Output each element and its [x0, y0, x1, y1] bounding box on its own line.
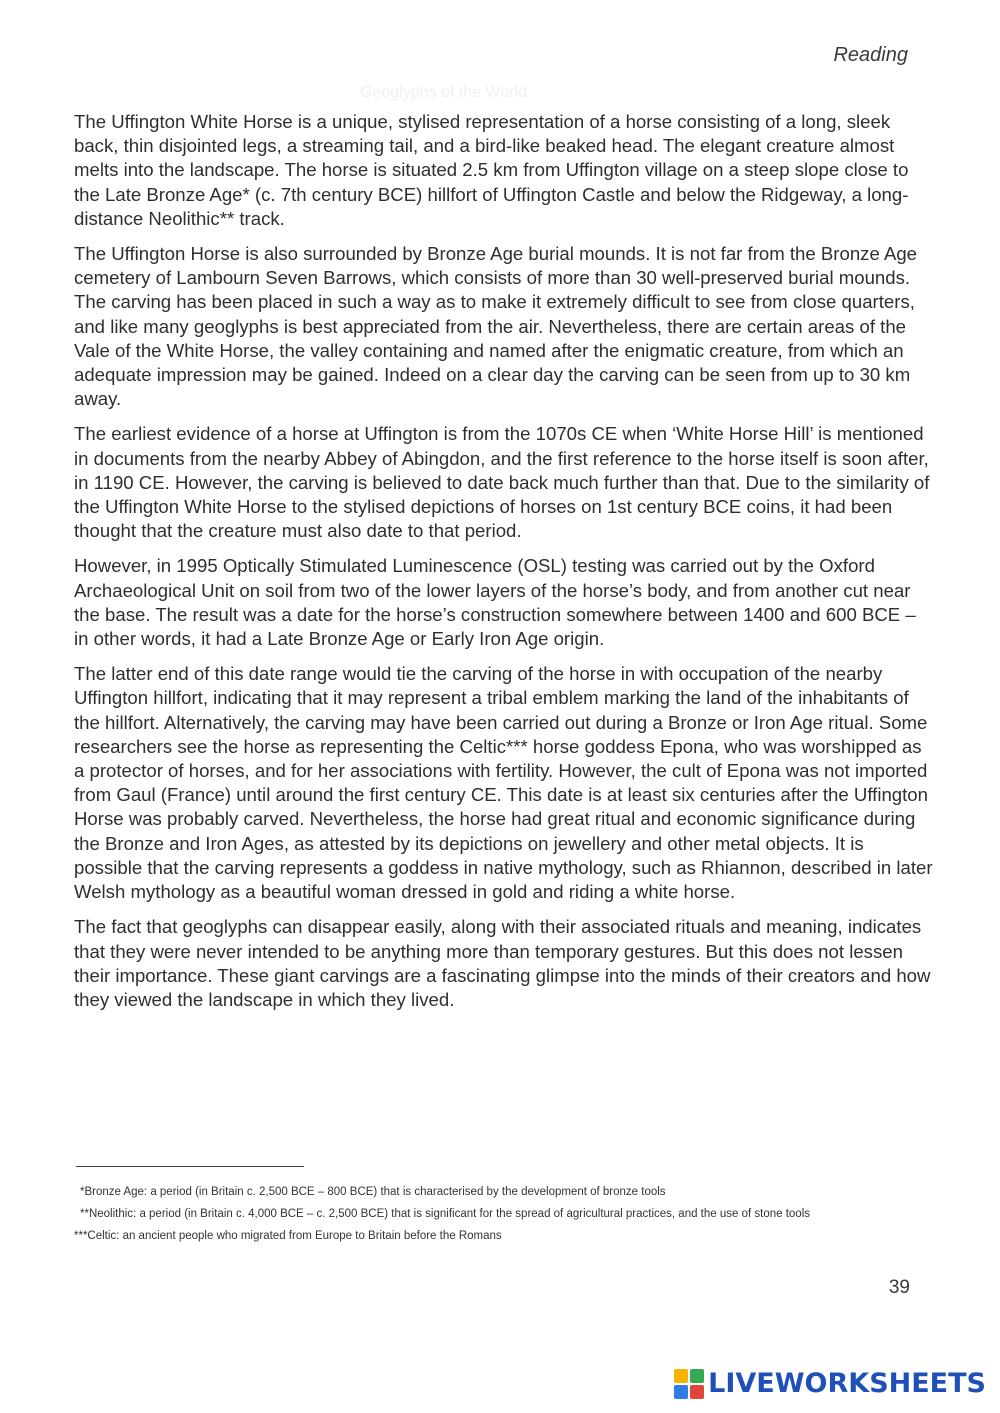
article-body — [74, 110, 934, 1023]
section-header: Reading — [833, 44, 908, 66]
paragraph-1: The Uffington White Horse is a unique, stylised representation of a horse consisting of a long, sleek back, thin disjointed legs, a streaming tail, and a bird-like beaked head. The elegant creature almost melts into the landscape. The horse is situated 2.5 km from Uffington village on a steep slope close to the Late Bronze Age* (c. 7th century BCE) hillfort of Uffington Castle and below the Ridgeway, a long-distance Neolithic** track. — [74, 111, 909, 229]
brand-name: LIVEWORKSHEETS — [708, 1368, 986, 1399]
liveworksheets-logo-icon — [674, 1369, 704, 1399]
liveworksheets-brand[interactable] — [674, 1368, 986, 1399]
paragraph-6: The fact that geoglyphs can disappear easily, along with their associated rituals and meaning, indicates that they were never intended to be anything more than temporary gestures. But this does not lessen their importance. These giant carvings are a fascinating glimpse into the minds of their creators and how they viewed the landscape in which they lived. — [74, 916, 931, 1010]
paragraph-3: The earliest evidence of a horse at Uffington is from the 1070s CE when ‘White Horse Hill’ is mentioned in documents from the nearby Abbey of Abingdon, and the first reference to the horse itself is soon after, in 1190 CE. However, the carving is believed to date back much further than that. Due to the similarity of the Uffington White Horse to the stylised depictions of horses on 1st century BCE coins, it had been thought that the creature must also date to that period. — [74, 423, 930, 542]
faint-page-title: Geoglyphs of the World — [360, 84, 527, 101]
paragraph-5: The latter end of this date range would tie the carving of the horse in with occupation of the nearby Uffington hillfort, indicating that it may represent a tribal emblem marking the land of the inhabitants of the hillfort. Alternatively, the carving may have been carried out during a Bronze or Iron Age ritual. Some researchers see the horse as representing the Celtic*** horse goddess Epona, who was worshipped as a protector of horses, and for her associations with fertility. However, the cult of Epona was not imported from Gaul (France) until around the first century CE. This date is at least six centuries after the Uffington Horse was probably carved. Nevertheless, the horse had great ritual and economic significance during the Bronze and Iron Ages, as attested by its depictions on jewellery and other metal objects. It is possible that the carving represents a goddess in native mythology, such as Rhiannon, described in later Welsh mythology as a beautiful woman dressed in gold and riding a white horse. — [74, 663, 933, 903]
footnote-bronze-age: *Bronze Age: a period (in Britain c. 2,500 BCE – 800 BCE) that is characterised by the development of bronze tools — [80, 1186, 666, 1198]
paragraph-4: However, in 1995 Optically Stimulated Luminescence (OSL) testing was carried out by the Oxford Archaeological Unit on soil from two of the lower layers of the horse’s body, and from another cut near the base. The result was a date for the horse’s construction somewhere between 1400 and 600 BCE – in other words, it had a Late Bronze Age or Early Iron Age origin. — [74, 555, 916, 650]
footnote-celtic: ***Celtic: an ancient people who migrated from Europe to Britain before the Romans — [74, 1230, 502, 1242]
paragraph-2: The Uffington Horse is also surrounded by Bronze Age burial mounds. It is not far from the Bronze Age cemetery of Lambourn Seven Barrows, which consists of more than 30 well-preserved burial mounds. The carving has been placed in such a way as to make it extremely difficult to see from close quarters, and like many geoglyphs is best appreciated from the air. Nevertheless, there are certain areas of the Vale of the White Horse, the valley containing and named after the enigmatic creature, from which an adequate impression may be gained. Indeed on a clear day the carving can be seen from up to 30 km away. — [74, 243, 918, 410]
page-number: 39 — [888, 1277, 910, 1298]
footnote-divider — [76, 1166, 304, 1167]
footnotes — [74, 1183, 894, 1249]
footnote-neolithic: **Neolithic: a period (in Britain c. 4,000 BCE – c. 2,500 BCE) that is significant for the spread of agricultural practices, and the use of stone tools — [80, 1208, 810, 1220]
